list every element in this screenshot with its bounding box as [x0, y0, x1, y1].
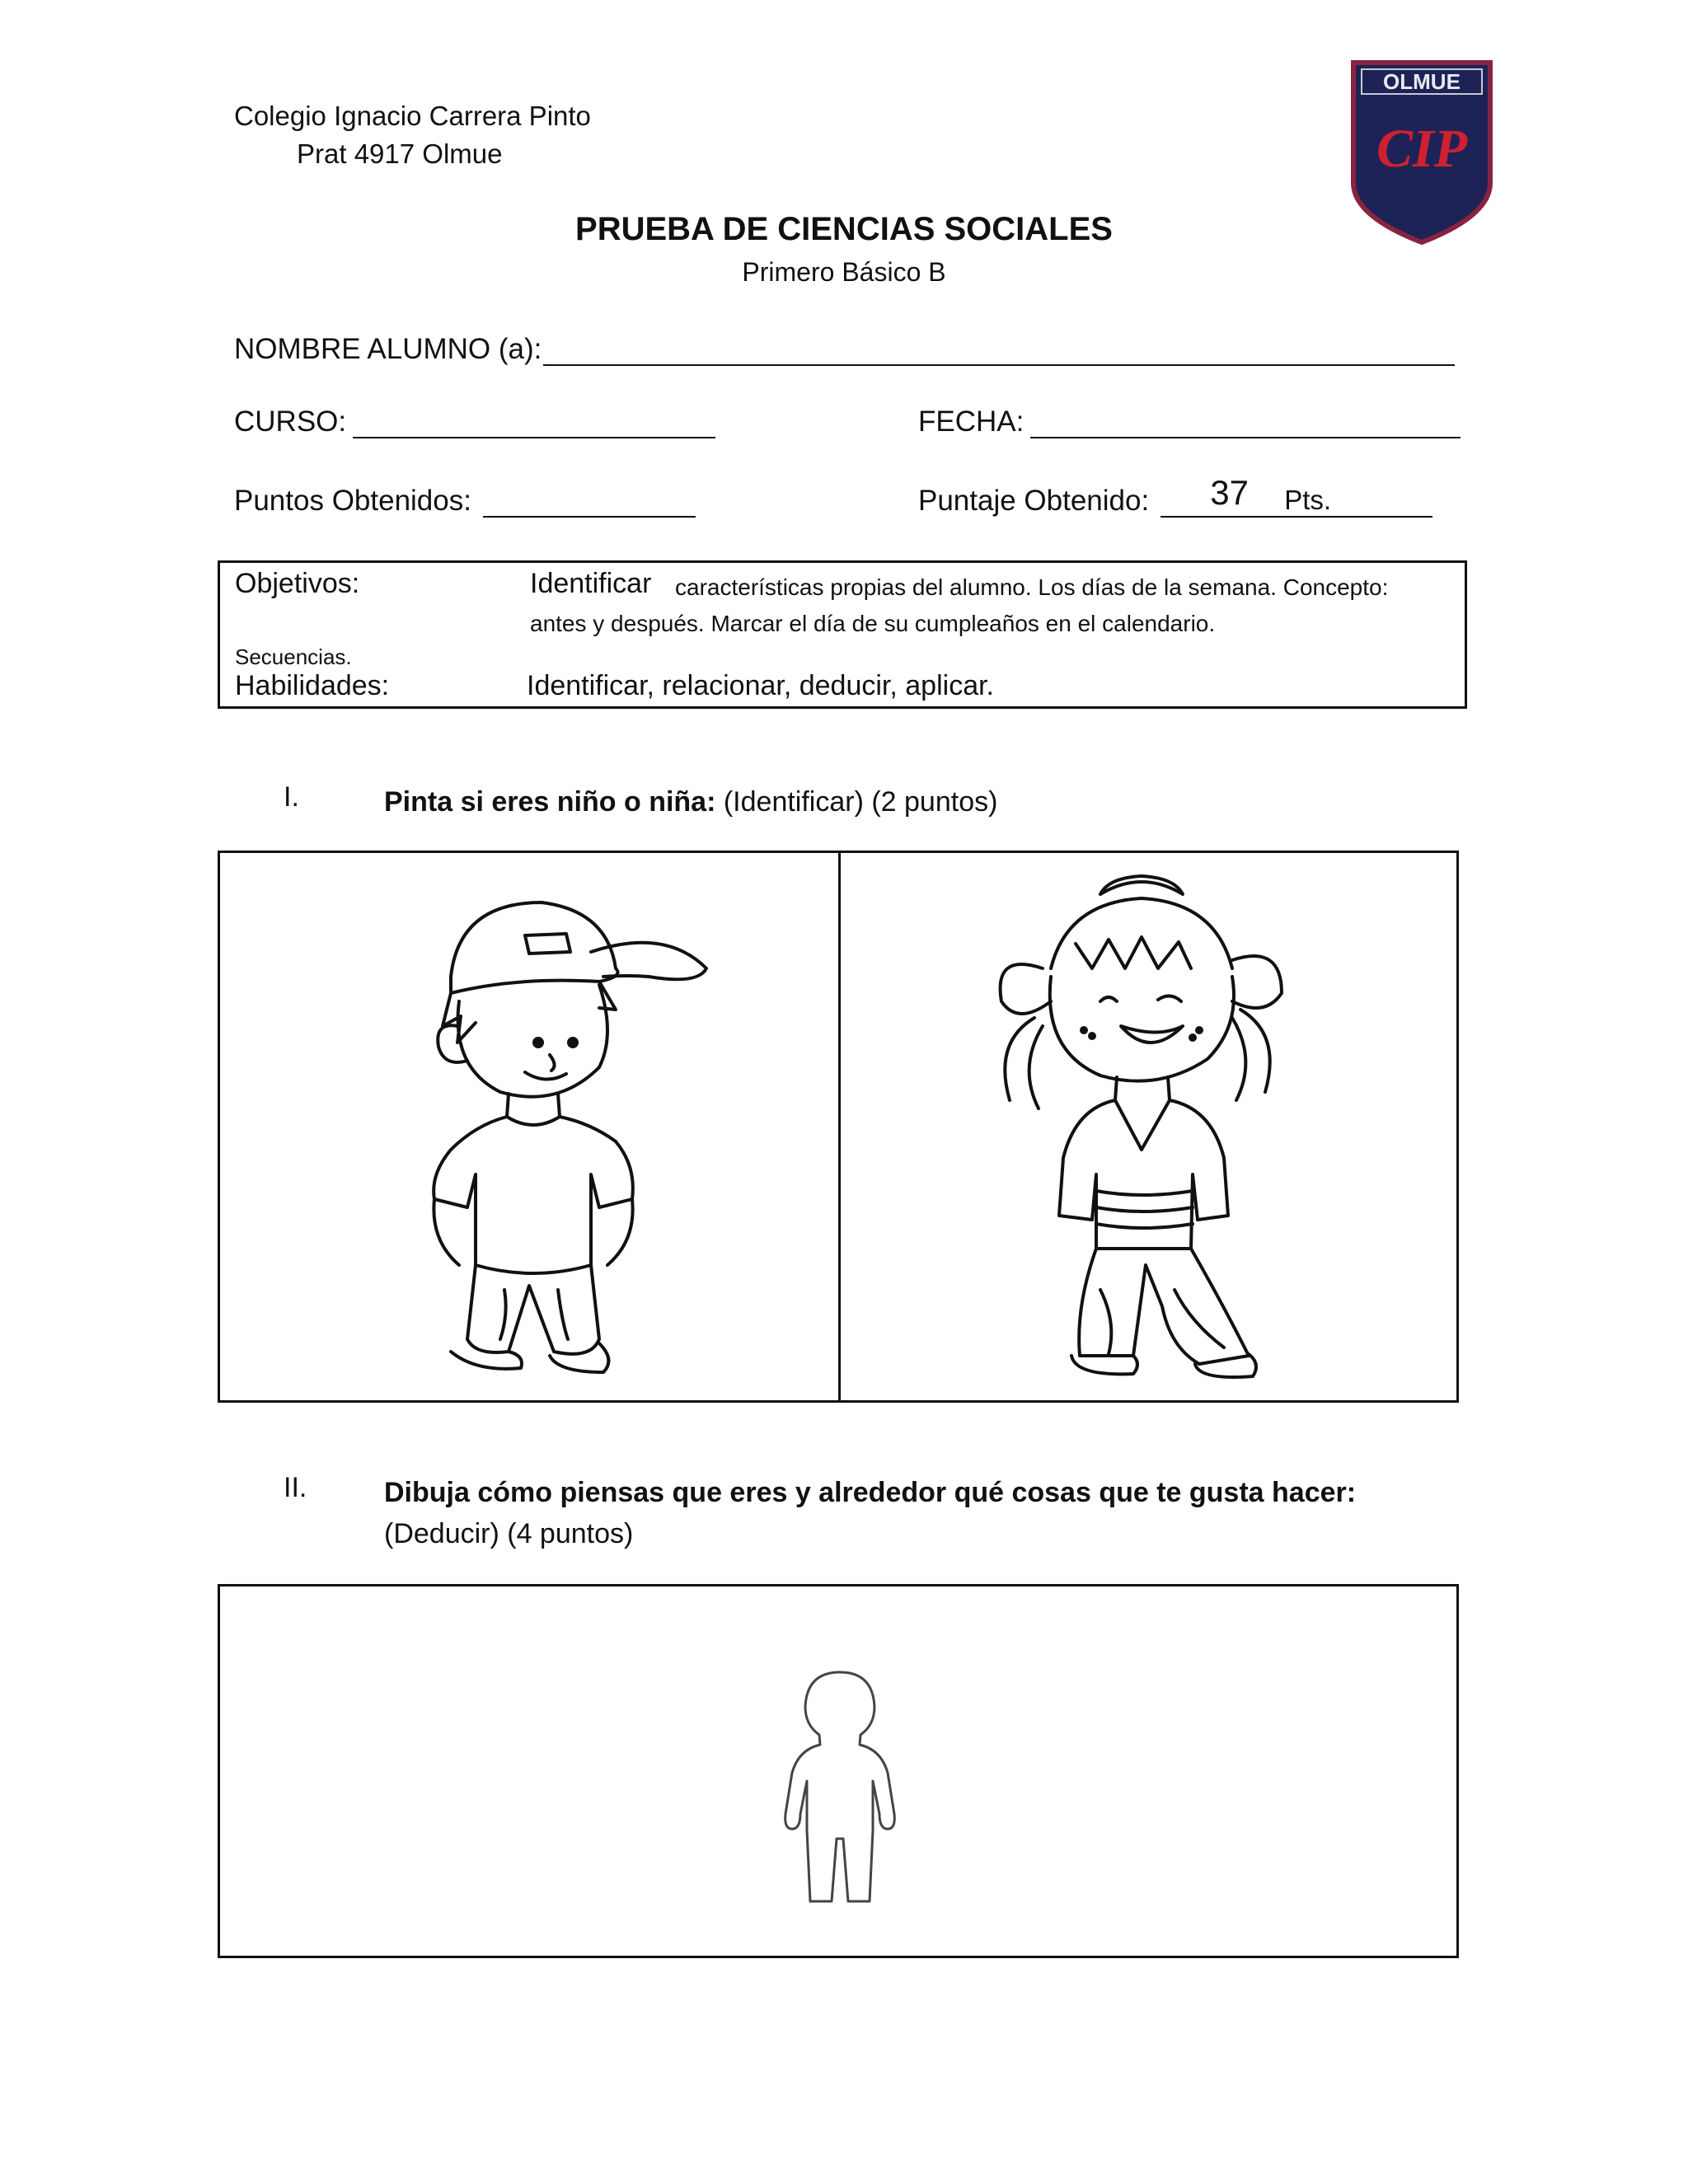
points-label: Puntos Obtenidos:: [234, 485, 471, 517]
section-1-picture-box: [218, 851, 1459, 1403]
habilidades-label: Habilidades:: [235, 670, 390, 701]
section-1-number: I.: [284, 781, 299, 813]
course-label: CURSO:: [234, 405, 347, 438]
course-blank[interactable]: [353, 407, 715, 438]
score-blank[interactable]: [1160, 473, 1432, 518]
objectives-label: Objetivos:: [235, 568, 360, 599]
secuencias-label: Secuencias.: [235, 644, 352, 669]
course-field: [234, 405, 715, 438]
name-label: NOMBRE ALUMNO (a):: [234, 333, 542, 365]
score-value: 37: [1210, 473, 1249, 512]
page-title: PRUEBA DE CIENCIAS SOCIALES: [575, 211, 1113, 247]
section-2-instruction-rest: (Deducir) (4 puntos): [384, 1518, 634, 1549]
date-blank[interactable]: [1030, 407, 1461, 438]
section-1-instruction-rest: (Identificar) (2 puntos): [715, 786, 998, 818]
section-2-instruction-bold: Dibuja cómo piensas que eres y alrededor qué cosas que te gusta hacer:: [384, 1477, 1357, 1508]
picture-divider: [838, 853, 841, 1400]
page-subtitle: Primero Básico B: [742, 257, 946, 287]
date-label: FECHA:: [918, 405, 1025, 438]
girl-illustration[interactable]: [977, 861, 1306, 1389]
name-field: [234, 333, 1455, 366]
score-label: Puntaje Obtenido:: [918, 485, 1150, 517]
objectives-text-2: antes y después. Marcar el día de su cumpleaños en el calendario.: [530, 611, 1216, 636]
score-unit: Pts.: [1284, 485, 1332, 515]
score-field: [918, 473, 1432, 518]
school-address: Prat 4917 Olmue: [297, 138, 503, 169]
date-field: [918, 405, 1461, 438]
logo-text: OLMUE: [1383, 69, 1461, 94]
objectives-lead: Identificar: [530, 568, 652, 599]
section-1-instruction-bold: Pinta si eres niño o niña:: [384, 786, 716, 818]
section-2-number: II.: [284, 1472, 307, 1503]
boy-illustration[interactable]: [352, 878, 715, 1389]
school-name: Colegio Ignacio Carrera Pinto: [234, 101, 591, 131]
section-1-heading: [0, 781, 1688, 831]
name-blank[interactable]: [543, 335, 1455, 366]
section-2-heading: [0, 1472, 1688, 1571]
points-field: [234, 485, 696, 518]
child-outline-illustration: [774, 1666, 906, 1913]
section-2-drawing-box[interactable]: [218, 1584, 1459, 1958]
school-header: [234, 97, 591, 173]
objectives-text-1: características propias del alumno. Los días de la semana. Concepto:: [675, 574, 1389, 600]
logo-monogram: CIP: [1376, 119, 1468, 179]
points-blank[interactable]: [483, 486, 696, 518]
habilidades-text: Identificar, relacionar, deducir, aplicar.: [527, 670, 994, 701]
objectives-box: [218, 560, 1467, 709]
